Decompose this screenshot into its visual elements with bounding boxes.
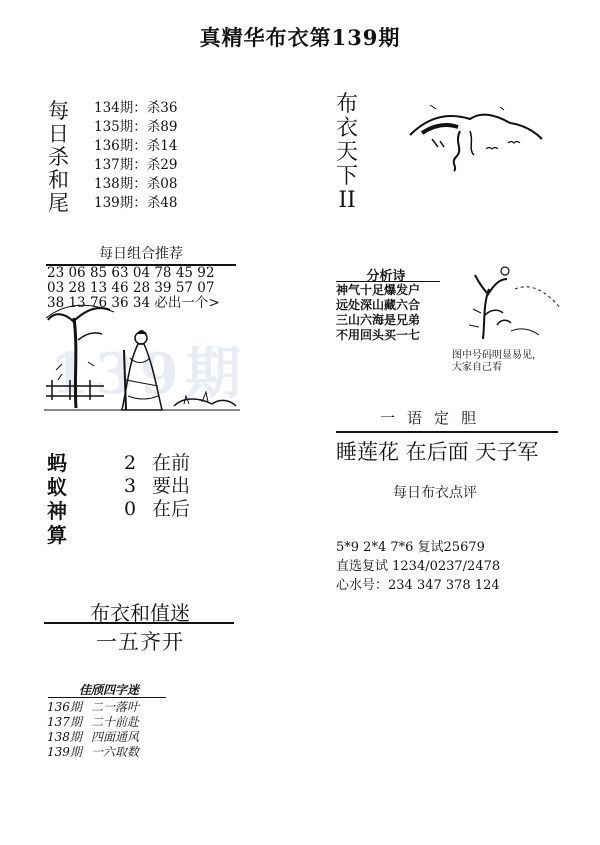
page-title: 真精华布衣第139期 — [199, 25, 401, 50]
period-label: 139期 — [47, 745, 82, 759]
poem-line: 神气十足爆发户 — [336, 283, 421, 297]
kill-tail-char: 日 — [48, 122, 69, 146]
ant-number: 0 — [124, 498, 137, 520]
comment-line: 直选复试 1234/0237/2478 — [336, 559, 501, 574]
riddle-text: 二十前赴 — [91, 715, 140, 729]
analysis-note — [452, 350, 542, 374]
ant-number: 2 — [124, 452, 137, 474]
divider — [336, 281, 440, 282]
sum-riddle-answer: 一五齐开 — [96, 630, 184, 654]
note-line: 图中号码明显易见， — [452, 350, 542, 361]
period-label: 138期 — [47, 730, 82, 744]
four-char-riddle-title: 佳颀四字迷 — [78, 683, 139, 697]
comment-line: 5*9 2*4 7*6 复试25679 — [336, 540, 485, 555]
period-label: 136期 — [47, 700, 82, 714]
buyi-tianxia-label — [336, 93, 358, 213]
period-label: 137期 — [47, 715, 82, 729]
ant-divination-list — [124, 452, 190, 521]
buyi-char: II — [338, 188, 356, 213]
combo-line: 23 06 85 63 04 78 45 92 — [47, 265, 215, 281]
list-item: 138期：杀08 — [94, 176, 178, 192]
list-item — [124, 475, 190, 498]
watermark-text: 139期 — [50, 341, 247, 407]
comment-line: 心水号：234 347 378 124 — [336, 578, 500, 593]
ant-number: 3 — [124, 475, 137, 497]
combo-line: 38 13 76 36 34 必出一个> — [47, 295, 220, 311]
kill-tail-char: 每 — [48, 99, 69, 123]
poem-line: 三山六海是兄弟 — [336, 313, 421, 327]
list-item — [47, 715, 139, 730]
kill-tail-list — [94, 99, 177, 213]
buyi-char: 衣 — [336, 116, 359, 141]
list-item: 136期：杀14 — [94, 138, 178, 154]
ant-label-char: 神 — [47, 499, 67, 523]
poem-line: 远处深山藏六合 — [336, 298, 421, 312]
list-item: 139期：杀48 — [94, 195, 178, 211]
one-word-title: 一语定胆 — [380, 409, 489, 427]
tree-sketch — [455, 265, 565, 345]
riddle-text: 一六取数 — [91, 745, 140, 759]
analysis-poem-title: 分析诗 — [366, 269, 406, 284]
daily-comment-title: 每日布衣点评 — [393, 485, 477, 501]
one-word-answer: 睡莲花 在后面 天子军 — [336, 440, 539, 464]
list-item: 135期：杀89 — [94, 119, 178, 135]
ant-text: 在前 — [152, 452, 191, 474]
riddle-text: 四面通风 — [91, 730, 140, 744]
ant-text: 在后 — [152, 498, 191, 520]
list-item — [47, 730, 139, 745]
kill-tail-char: 尾 — [48, 191, 69, 215]
list-item: 137期：杀29 — [94, 157, 178, 173]
list-item — [124, 498, 190, 521]
buyi-char: 布 — [336, 92, 359, 117]
combo-line: 03 28 13 46 28 39 57 07 — [47, 280, 215, 296]
analysis-poem — [336, 283, 420, 343]
list-item — [47, 745, 139, 760]
kill-tail-label — [48, 100, 69, 215]
daily-comment-lines — [336, 538, 500, 595]
ant-divination-label — [47, 451, 67, 547]
note-line: 大家自己看 — [452, 362, 502, 373]
ant-label-char: 蚁 — [47, 475, 67, 499]
ant-label-char: 算 — [47, 523, 67, 547]
poem-line: 不用回头买一七 — [336, 328, 421, 342]
four-char-riddle-list — [47, 700, 139, 760]
mountain-sketch — [400, 95, 560, 180]
buyi-char: 下 — [336, 164, 359, 189]
riddle-text: 二一落叶 — [91, 700, 140, 714]
divider — [48, 697, 166, 698]
sum-riddle-title: 布衣和值迷 — [90, 601, 190, 625]
ant-text: 要出 — [152, 475, 191, 497]
list-item: 134期：杀36 — [94, 100, 178, 116]
list-item — [47, 700, 139, 715]
buyi-char: 天 — [336, 140, 359, 165]
divider — [44, 622, 234, 624]
divider — [336, 431, 558, 433]
kill-tail-char: 杀 — [48, 145, 69, 169]
ant-label-char: 蚂 — [47, 451, 67, 475]
combo-title: 每日组合推荐 — [99, 246, 183, 262]
lady-tree-illustration — [44, 300, 240, 415]
kill-tail-char: 和 — [48, 168, 69, 192]
list-item — [124, 452, 190, 475]
